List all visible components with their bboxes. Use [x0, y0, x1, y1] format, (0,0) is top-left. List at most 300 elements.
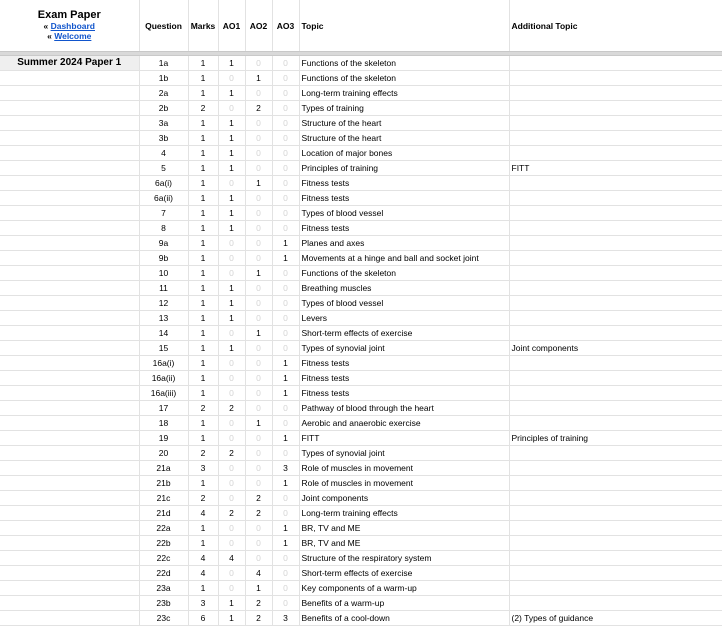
- empty-cell[interactable]: [0, 566, 139, 581]
- empty-cell[interactable]: [0, 251, 139, 266]
- question-cell[interactable]: 20: [139, 446, 188, 461]
- ao3-cell[interactable]: 1: [272, 521, 299, 536]
- topic-cell[interactable]: Types of training: [299, 101, 509, 116]
- empty-cell[interactable]: [0, 551, 139, 566]
- question-cell[interactable]: 23a: [139, 581, 188, 596]
- ao3-cell[interactable]: 1: [272, 536, 299, 551]
- ao1-cell[interactable]: 2: [218, 446, 245, 461]
- marks-cell[interactable]: 1: [188, 176, 218, 191]
- ao3-cell[interactable]: 0: [272, 341, 299, 356]
- topic-cell[interactable]: Structure of the heart: [299, 116, 509, 131]
- empty-cell[interactable]: [0, 266, 139, 281]
- ao2-cell[interactable]: 1: [245, 176, 272, 191]
- welcome-link[interactable]: Welcome: [54, 30, 92, 41]
- topic-cell[interactable]: Principles of training: [299, 161, 509, 176]
- question-cell[interactable]: 22b: [139, 536, 188, 551]
- marks-cell[interactable]: 1: [188, 251, 218, 266]
- ao3-cell[interactable]: 0: [272, 56, 299, 71]
- ao1-cell[interactable]: 0: [218, 566, 245, 581]
- question-cell[interactable]: 8: [139, 221, 188, 236]
- additional-topic-cell[interactable]: [509, 596, 722, 611]
- question-cell[interactable]: 1a: [139, 56, 188, 71]
- additional-topic-cell[interactable]: [509, 476, 722, 491]
- additional-topic-cell[interactable]: [509, 536, 722, 551]
- ao1-cell[interactable]: 1: [218, 221, 245, 236]
- ao3-cell[interactable]: 1: [272, 476, 299, 491]
- question-cell[interactable]: 15: [139, 341, 188, 356]
- additional-topic-cell[interactable]: [509, 581, 722, 596]
- additional-topic-cell[interactable]: [509, 521, 722, 536]
- ao1-cell[interactable]: 0: [218, 71, 245, 86]
- additional-topic-cell[interactable]: [509, 116, 722, 131]
- topic-cell[interactable]: Fitness tests: [299, 371, 509, 386]
- marks-cell[interactable]: 1: [188, 341, 218, 356]
- marks-cell[interactable]: 1: [188, 476, 218, 491]
- topic-cell[interactable]: Types of blood vessel: [299, 206, 509, 221]
- dashboard-link[interactable]: Dashboard: [50, 21, 95, 32]
- additional-topic-cell[interactable]: [509, 191, 722, 206]
- ao2-cell[interactable]: 1: [245, 326, 272, 341]
- marks-cell[interactable]: 6: [188, 611, 218, 626]
- topic-cell[interactable]: BR, TV and ME: [299, 521, 509, 536]
- question-cell[interactable]: 22d: [139, 566, 188, 581]
- additional-topic-cell[interactable]: [509, 491, 722, 506]
- ao2-cell[interactable]: 0: [245, 401, 272, 416]
- marks-cell[interactable]: 1: [188, 581, 218, 596]
- additional-topic-cell[interactable]: [509, 206, 722, 221]
- empty-cell[interactable]: [0, 341, 139, 356]
- ao1-cell[interactable]: 0: [218, 431, 245, 446]
- ao2-cell[interactable]: 2: [245, 506, 272, 521]
- empty-cell[interactable]: [0, 356, 139, 371]
- additional-topic-cell[interactable]: [509, 281, 722, 296]
- empty-cell[interactable]: [0, 521, 139, 536]
- ao2-cell[interactable]: 2: [245, 596, 272, 611]
- ao3-cell[interactable]: 3: [272, 611, 299, 626]
- ao3-cell[interactable]: 1: [272, 251, 299, 266]
- ao2-cell[interactable]: 0: [245, 311, 272, 326]
- ao2-cell[interactable]: 0: [245, 296, 272, 311]
- ao3-cell[interactable]: 0: [272, 281, 299, 296]
- ao1-cell[interactable]: 1: [218, 131, 245, 146]
- additional-topic-cell[interactable]: [509, 566, 722, 581]
- ao3-cell[interactable]: 1: [272, 356, 299, 371]
- marks-cell[interactable]: 2: [188, 491, 218, 506]
- ao1-cell[interactable]: 1: [218, 596, 245, 611]
- ao1-cell[interactable]: 1: [218, 116, 245, 131]
- question-cell[interactable]: 12: [139, 296, 188, 311]
- ao1-cell[interactable]: 0: [218, 491, 245, 506]
- empty-cell[interactable]: [0, 71, 139, 86]
- ao2-cell[interactable]: 2: [245, 611, 272, 626]
- question-cell[interactable]: 16a(iii): [139, 386, 188, 401]
- ao1-cell[interactable]: 0: [218, 176, 245, 191]
- ao3-cell[interactable]: 0: [272, 161, 299, 176]
- topic-cell[interactable]: Long-term training effects: [299, 506, 509, 521]
- marks-cell[interactable]: 1: [188, 386, 218, 401]
- question-cell[interactable]: 3b: [139, 131, 188, 146]
- question-cell[interactable]: 21a: [139, 461, 188, 476]
- ao3-cell[interactable]: 0: [272, 191, 299, 206]
- question-cell[interactable]: 21b: [139, 476, 188, 491]
- additional-topic-cell[interactable]: [509, 311, 722, 326]
- ao3-cell[interactable]: 0: [272, 101, 299, 116]
- empty-cell[interactable]: [0, 206, 139, 221]
- ao2-cell[interactable]: 1: [245, 71, 272, 86]
- topic-cell[interactable]: Benefits of a warm-up: [299, 596, 509, 611]
- additional-topic-cell[interactable]: FITT: [509, 161, 722, 176]
- ao2-cell[interactable]: 0: [245, 341, 272, 356]
- topic-cell[interactable]: Benefits of a cool-down: [299, 611, 509, 626]
- topic-cell[interactable]: Long-term training effects: [299, 86, 509, 101]
- additional-topic-cell[interactable]: [509, 506, 722, 521]
- ao3-cell[interactable]: 0: [272, 206, 299, 221]
- empty-cell[interactable]: [0, 371, 139, 386]
- ao2-cell[interactable]: 0: [245, 191, 272, 206]
- topic-cell[interactable]: Pathway of blood through the heart: [299, 401, 509, 416]
- topic-cell[interactable]: Fitness tests: [299, 221, 509, 236]
- question-cell[interactable]: 4: [139, 146, 188, 161]
- empty-cell[interactable]: [0, 431, 139, 446]
- empty-cell[interactable]: [0, 161, 139, 176]
- topic-cell[interactable]: Structure of the heart: [299, 131, 509, 146]
- additional-topic-cell[interactable]: [509, 296, 722, 311]
- empty-cell[interactable]: [0, 236, 139, 251]
- ao1-cell[interactable]: 0: [218, 371, 245, 386]
- empty-cell[interactable]: [0, 506, 139, 521]
- ao2-cell[interactable]: 0: [245, 56, 272, 71]
- ao3-cell[interactable]: 1: [272, 386, 299, 401]
- ao3-cell[interactable]: 0: [272, 491, 299, 506]
- ao2-cell[interactable]: 0: [245, 131, 272, 146]
- ao1-cell[interactable]: 1: [218, 191, 245, 206]
- topic-cell[interactable]: Functions of the skeleton: [299, 71, 509, 86]
- empty-cell[interactable]: [0, 581, 139, 596]
- ao1-cell[interactable]: 1: [218, 86, 245, 101]
- ao2-cell[interactable]: 0: [245, 551, 272, 566]
- marks-cell[interactable]: 1: [188, 416, 218, 431]
- marks-cell[interactable]: 1: [188, 311, 218, 326]
- ao3-cell[interactable]: 0: [272, 146, 299, 161]
- empty-cell[interactable]: [0, 401, 139, 416]
- question-cell[interactable]: 7: [139, 206, 188, 221]
- marks-cell[interactable]: 4: [188, 506, 218, 521]
- marks-cell[interactable]: 1: [188, 431, 218, 446]
- marks-cell[interactable]: 3: [188, 596, 218, 611]
- ao1-cell[interactable]: 0: [218, 536, 245, 551]
- ao2-cell[interactable]: 0: [245, 371, 272, 386]
- ao1-cell[interactable]: 0: [218, 266, 245, 281]
- marks-cell[interactable]: 1: [188, 236, 218, 251]
- question-cell[interactable]: 19: [139, 431, 188, 446]
- marks-cell[interactable]: 1: [188, 56, 218, 71]
- column-header-ao2[interactable]: AO2: [245, 0, 272, 52]
- marks-cell[interactable]: 1: [188, 116, 218, 131]
- ao1-cell[interactable]: 0: [218, 326, 245, 341]
- topic-cell[interactable]: Functions of the skeleton: [299, 266, 509, 281]
- marks-cell[interactable]: 1: [188, 146, 218, 161]
- topic-cell[interactable]: Fitness tests: [299, 191, 509, 206]
- topic-cell[interactable]: Types of synovial joint: [299, 341, 509, 356]
- empty-cell[interactable]: [0, 296, 139, 311]
- column-header-ao1[interactable]: AO1: [218, 0, 245, 52]
- topic-cell[interactable]: Fitness tests: [299, 386, 509, 401]
- additional-topic-cell[interactable]: [509, 176, 722, 191]
- topic-cell[interactable]: Levers: [299, 311, 509, 326]
- topic-cell[interactable]: Types of synovial joint: [299, 446, 509, 461]
- marks-cell[interactable]: 1: [188, 71, 218, 86]
- ao2-cell[interactable]: 0: [245, 236, 272, 251]
- question-cell[interactable]: 2a: [139, 86, 188, 101]
- ao1-cell[interactable]: 1: [218, 206, 245, 221]
- marks-cell[interactable]: 1: [188, 356, 218, 371]
- ao2-cell[interactable]: 0: [245, 251, 272, 266]
- marks-cell[interactable]: 2: [188, 101, 218, 116]
- question-cell[interactable]: 9b: [139, 251, 188, 266]
- ao2-cell[interactable]: 0: [245, 221, 272, 236]
- question-cell[interactable]: 17: [139, 401, 188, 416]
- question-cell[interactable]: 13: [139, 311, 188, 326]
- marks-cell[interactable]: 1: [188, 326, 218, 341]
- ao2-cell[interactable]: 0: [245, 431, 272, 446]
- ao1-cell[interactable]: 1: [218, 281, 245, 296]
- topic-cell[interactable]: Role of muscles in movement: [299, 476, 509, 491]
- ao2-cell[interactable]: 0: [245, 536, 272, 551]
- ao1-cell[interactable]: 0: [218, 386, 245, 401]
- ao3-cell[interactable]: 0: [272, 566, 299, 581]
- ao2-cell[interactable]: 0: [245, 86, 272, 101]
- ao1-cell[interactable]: 0: [218, 101, 245, 116]
- additional-topic-cell[interactable]: [509, 251, 722, 266]
- empty-cell[interactable]: [0, 131, 139, 146]
- empty-cell[interactable]: [0, 311, 139, 326]
- additional-topic-cell[interactable]: [509, 551, 722, 566]
- question-cell[interactable]: 18: [139, 416, 188, 431]
- empty-cell[interactable]: [0, 101, 139, 116]
- column-header-ao3[interactable]: AO3: [272, 0, 299, 52]
- empty-cell[interactable]: [0, 386, 139, 401]
- empty-cell[interactable]: [0, 86, 139, 101]
- marks-cell[interactable]: 1: [188, 536, 218, 551]
- ao3-cell[interactable]: 0: [272, 581, 299, 596]
- additional-topic-cell[interactable]: [509, 71, 722, 86]
- marks-cell[interactable]: 1: [188, 206, 218, 221]
- marks-cell[interactable]: 2: [188, 446, 218, 461]
- marks-cell[interactable]: 1: [188, 266, 218, 281]
- ao1-cell[interactable]: 0: [218, 581, 245, 596]
- empty-cell[interactable]: [0, 416, 139, 431]
- additional-topic-cell[interactable]: [509, 356, 722, 371]
- marks-cell[interactable]: 1: [188, 131, 218, 146]
- topic-cell[interactable]: Breathing muscles: [299, 281, 509, 296]
- ao3-cell[interactable]: 0: [272, 551, 299, 566]
- marks-cell[interactable]: 1: [188, 191, 218, 206]
- question-cell[interactable]: 21c: [139, 491, 188, 506]
- question-cell[interactable]: 23b: [139, 596, 188, 611]
- ao3-cell[interactable]: 0: [272, 506, 299, 521]
- ao2-cell[interactable]: 0: [245, 116, 272, 131]
- ao1-cell[interactable]: 0: [218, 251, 245, 266]
- topic-cell[interactable]: Joint components: [299, 491, 509, 506]
- question-cell[interactable]: 6a(i): [139, 176, 188, 191]
- additional-topic-cell[interactable]: Principles of training: [509, 431, 722, 446]
- paper-label-cell[interactable]: Summer 2024 Paper 1: [0, 56, 139, 71]
- question-cell[interactable]: 9a: [139, 236, 188, 251]
- question-cell[interactable]: 5: [139, 161, 188, 176]
- ao3-cell[interactable]: 0: [272, 116, 299, 131]
- ao3-cell[interactable]: 0: [272, 401, 299, 416]
- topic-cell[interactable]: Planes and axes: [299, 236, 509, 251]
- ao2-cell[interactable]: 0: [245, 446, 272, 461]
- marks-cell[interactable]: 3: [188, 461, 218, 476]
- ao2-cell[interactable]: 0: [245, 161, 272, 176]
- empty-cell[interactable]: [0, 446, 139, 461]
- ao2-cell[interactable]: 1: [245, 266, 272, 281]
- marks-cell[interactable]: 1: [188, 296, 218, 311]
- ao3-cell[interactable]: 0: [272, 221, 299, 236]
- additional-topic-cell[interactable]: [509, 146, 722, 161]
- topic-cell[interactable]: Key components of a warm-up: [299, 581, 509, 596]
- question-cell[interactable]: 3a: [139, 116, 188, 131]
- ao3-cell[interactable]: 0: [272, 311, 299, 326]
- ao3-cell[interactable]: 3: [272, 461, 299, 476]
- question-cell[interactable]: 21d: [139, 506, 188, 521]
- additional-topic-cell[interactable]: [509, 386, 722, 401]
- empty-cell[interactable]: [0, 146, 139, 161]
- empty-cell[interactable]: [0, 176, 139, 191]
- question-cell[interactable]: 16a(i): [139, 356, 188, 371]
- ao2-cell[interactable]: 0: [245, 386, 272, 401]
- ao3-cell[interactable]: 1: [272, 371, 299, 386]
- ao2-cell[interactable]: 2: [245, 101, 272, 116]
- topic-cell[interactable]: Short-term effects of exercise: [299, 326, 509, 341]
- empty-cell[interactable]: [0, 476, 139, 491]
- ao3-cell[interactable]: 0: [272, 596, 299, 611]
- question-cell[interactable]: 10: [139, 266, 188, 281]
- topic-cell[interactable]: Location of major bones: [299, 146, 509, 161]
- topic-cell[interactable]: Short-term effects of exercise: [299, 566, 509, 581]
- column-header-marks[interactable]: Marks: [188, 0, 218, 52]
- additional-topic-cell[interactable]: [509, 446, 722, 461]
- ao1-cell[interactable]: 0: [218, 236, 245, 251]
- ao3-cell[interactable]: 0: [272, 176, 299, 191]
- ao1-cell[interactable]: 1: [218, 311, 245, 326]
- question-cell[interactable]: 14: [139, 326, 188, 341]
- additional-topic-cell[interactable]: [509, 371, 722, 386]
- topic-cell[interactable]: Types of blood vessel: [299, 296, 509, 311]
- question-cell[interactable]: 11: [139, 281, 188, 296]
- additional-topic-cell[interactable]: [509, 56, 722, 71]
- marks-cell[interactable]: 4: [188, 566, 218, 581]
- ao1-cell[interactable]: 4: [218, 551, 245, 566]
- question-cell[interactable]: 2b: [139, 101, 188, 116]
- ao2-cell[interactable]: 0: [245, 356, 272, 371]
- ao1-cell[interactable]: 1: [218, 161, 245, 176]
- topic-cell[interactable]: Functions of the skeleton: [299, 56, 509, 71]
- empty-cell[interactable]: [0, 191, 139, 206]
- ao2-cell[interactable]: 0: [245, 461, 272, 476]
- marks-cell[interactable]: 1: [188, 521, 218, 536]
- additional-topic-cell[interactable]: [509, 401, 722, 416]
- topic-cell[interactable]: Fitness tests: [299, 356, 509, 371]
- ao3-cell[interactable]: 0: [272, 326, 299, 341]
- empty-cell[interactable]: [0, 281, 139, 296]
- ao3-cell[interactable]: 0: [272, 71, 299, 86]
- additional-topic-cell[interactable]: Joint components: [509, 341, 722, 356]
- question-cell[interactable]: 6a(ii): [139, 191, 188, 206]
- additional-topic-cell[interactable]: [509, 236, 722, 251]
- empty-cell[interactable]: [0, 491, 139, 506]
- marks-cell[interactable]: 1: [188, 161, 218, 176]
- ao3-cell[interactable]: 1: [272, 236, 299, 251]
- ao1-cell[interactable]: 1: [218, 146, 245, 161]
- ao1-cell[interactable]: 2: [218, 506, 245, 521]
- topic-cell[interactable]: FITT: [299, 431, 509, 446]
- marks-cell[interactable]: 1: [188, 221, 218, 236]
- ao1-cell[interactable]: 1: [218, 341, 245, 356]
- additional-topic-cell[interactable]: [509, 461, 722, 476]
- topic-cell[interactable]: BR, TV and ME: [299, 536, 509, 551]
- topic-cell[interactable]: Fitness tests: [299, 176, 509, 191]
- ao3-cell[interactable]: 0: [272, 266, 299, 281]
- empty-cell[interactable]: [0, 611, 139, 626]
- additional-topic-cell[interactable]: [509, 221, 722, 236]
- ao3-cell[interactable]: 0: [272, 131, 299, 146]
- empty-cell[interactable]: [0, 221, 139, 236]
- ao1-cell[interactable]: 1: [218, 611, 245, 626]
- ao2-cell[interactable]: 0: [245, 206, 272, 221]
- ao2-cell[interactable]: 0: [245, 476, 272, 491]
- marks-cell[interactable]: 1: [188, 281, 218, 296]
- empty-cell[interactable]: [0, 326, 139, 341]
- additional-topic-cell[interactable]: (2) Types of guidance: [509, 611, 722, 626]
- topic-cell[interactable]: Movements at a hinge and ball and socket joint: [299, 251, 509, 266]
- empty-cell[interactable]: [0, 596, 139, 611]
- question-cell[interactable]: 22a: [139, 521, 188, 536]
- ao2-cell[interactable]: 1: [245, 581, 272, 596]
- empty-cell[interactable]: [0, 116, 139, 131]
- ao2-cell[interactable]: 4: [245, 566, 272, 581]
- ao3-cell[interactable]: 0: [272, 296, 299, 311]
- ao1-cell[interactable]: 0: [218, 521, 245, 536]
- ao2-cell[interactable]: 0: [245, 281, 272, 296]
- ao3-cell[interactable]: 1: [272, 431, 299, 446]
- ao3-cell[interactable]: 0: [272, 416, 299, 431]
- ao2-cell[interactable]: 0: [245, 521, 272, 536]
- additional-topic-cell[interactable]: [509, 86, 722, 101]
- additional-topic-cell[interactable]: [509, 416, 722, 431]
- ao1-cell[interactable]: 0: [218, 356, 245, 371]
- ao2-cell[interactable]: 2: [245, 491, 272, 506]
- additional-topic-cell[interactable]: [509, 326, 722, 341]
- question-cell[interactable]: 1b: [139, 71, 188, 86]
- column-header-topic[interactable]: Topic: [299, 0, 509, 52]
- additional-topic-cell[interactable]: [509, 131, 722, 146]
- question-cell[interactable]: 16a(ii): [139, 371, 188, 386]
- column-header-question[interactable]: Question: [139, 0, 188, 52]
- ao3-cell[interactable]: 0: [272, 446, 299, 461]
- ao1-cell[interactable]: 0: [218, 476, 245, 491]
- empty-cell[interactable]: [0, 536, 139, 551]
- ao2-cell[interactable]: 0: [245, 146, 272, 161]
- additional-topic-cell[interactable]: [509, 266, 722, 281]
- marks-cell[interactable]: 2: [188, 401, 218, 416]
- ao1-cell[interactable]: 2: [218, 401, 245, 416]
- topic-cell[interactable]: Aerobic and anaerobic exercise: [299, 416, 509, 431]
- topic-cell[interactable]: Structure of the respiratory system: [299, 551, 509, 566]
- ao2-cell[interactable]: 1: [245, 416, 272, 431]
- marks-cell[interactable]: 4: [188, 551, 218, 566]
